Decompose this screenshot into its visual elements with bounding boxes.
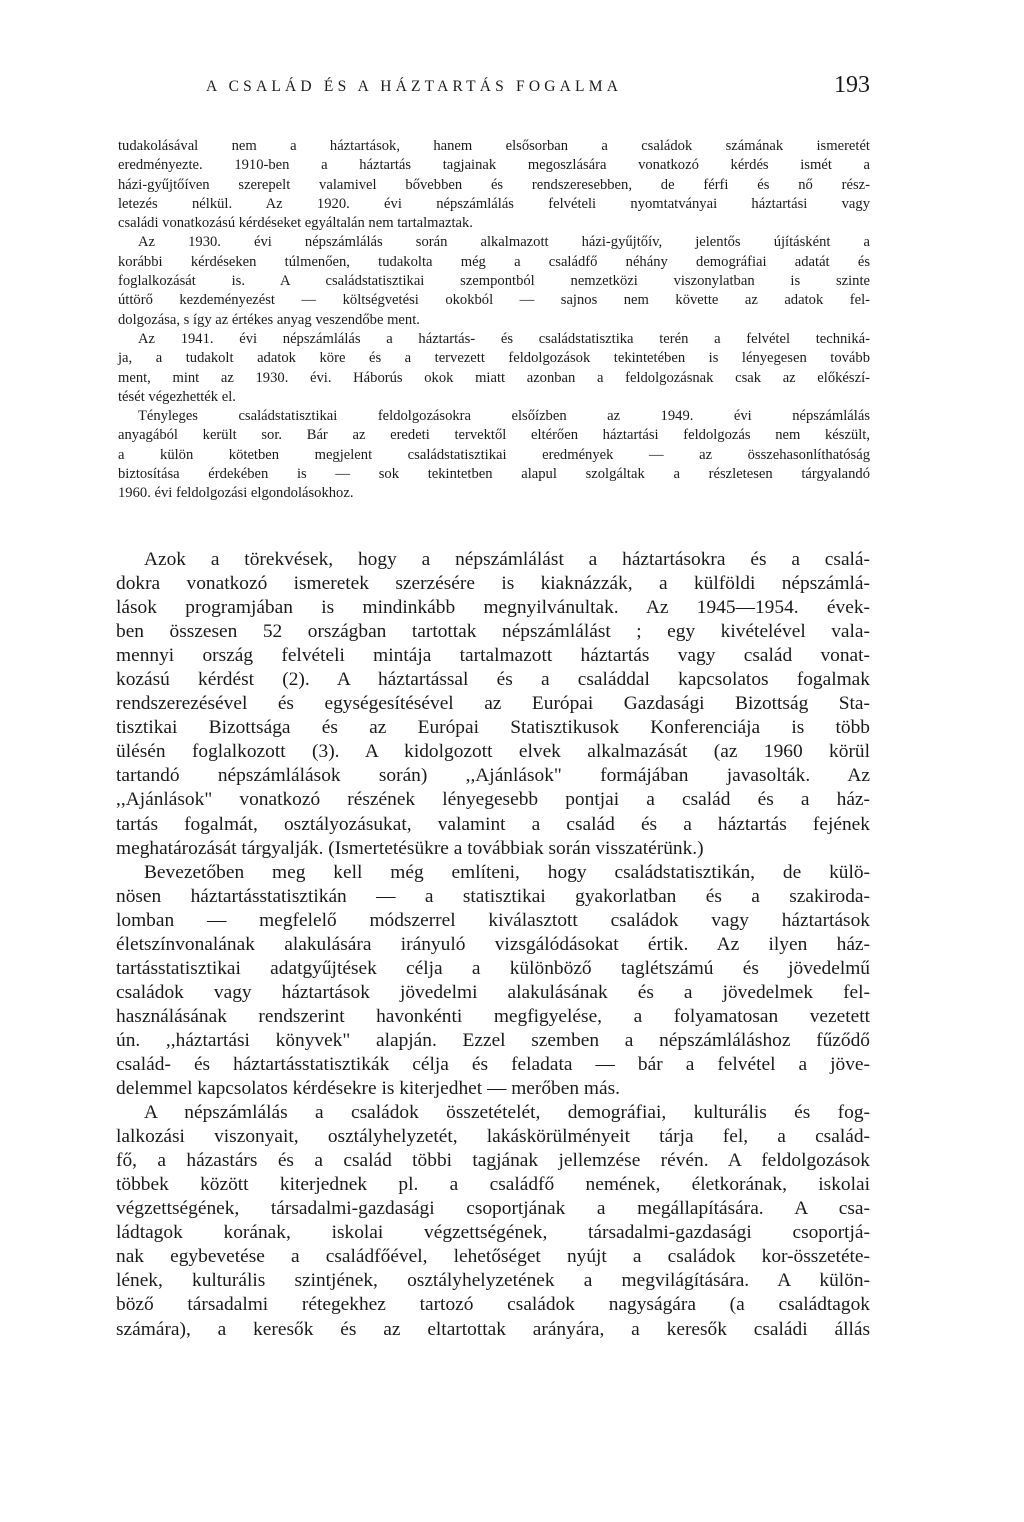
- small-text-line: családi vonatkozású kérdéseket egyáltalán nem tartalmaztak.: [118, 215, 473, 232]
- small-text-line: anyagából került sor. Bár az eredeti tervektől eltérően háztartási feldolgozás nem készült,: [118, 427, 870, 444]
- main-text-line: tartandó népszámlálások során) ,,Ajánlások" formájában javasolták. Az: [116, 765, 870, 787]
- small-text-line: Az 1930. évi népszámlálás során alkalmazott házi-gyűjtőív, jelentős újításként a: [138, 234, 870, 251]
- main-text-line: végzettségének, társadalmi-gazdasági csoportjának a megállapítására. A csa-: [116, 1198, 870, 1220]
- main-text-line: többek között kiterjednek pl. a családfő nemének, életkorának, iskolai: [116, 1174, 870, 1196]
- small-text-line: a külön kötetben megjelent családstatisztikai eredmények — az összehasonlíthatóság: [118, 446, 870, 463]
- small-text-line: korábbi kérdéseken túlmenően, tudakolta még a családfő néhány demográfiai adatát és: [118, 253, 870, 270]
- main-text-line: tisztikai Bizottsága és az Európai Statisztikusok Konferenciája is több: [116, 717, 870, 739]
- main-text-line: számára), a keresők és az eltartottak arányára, a keresők családi állás: [116, 1318, 870, 1340]
- main-text-line: fő, a házastárs és a család többi tagjának jellemzése révén. A feldolgozások: [116, 1150, 870, 1172]
- running-head: [206, 72, 870, 106]
- main-text-line: családok vagy háztartások jövedelmi alakulásának és a jövedelmek fel-: [116, 981, 870, 1003]
- small-text-line: letezés nélkül. Az 1920. évi népszámlálás felvételi nyomtatványai háztartási vagy: [118, 195, 870, 212]
- main-text-line: használásának rendszerint havonkénti megfigyelése, a folyamatosan vezetett: [116, 1005, 870, 1027]
- main-text-line: ülésén foglalkozott (3). A kidolgozott elvek alkalmazását (az 1960 körül: [116, 741, 870, 763]
- main-text-line: dokra vonatkozó ismeretek szerzésére is kiaknázzák, a külföldi népszámlá-: [116, 573, 870, 595]
- main-text-line: meghatározását tárgyalják. (Ismertetésükre a továbbiak során visszatérünk.): [116, 837, 704, 859]
- small-text-line: úttörő kezdeményezést — költségvetési okokból — sajnos nem követte az adatok fel-: [118, 292, 870, 309]
- main-text-line: életszínvonalának alakulására irányuló vizsgálódásokat értik. Az ilyen ház-: [116, 933, 870, 955]
- footnote-block: [118, 137, 870, 504]
- main-text-line: mennyi ország felvételi mintája tartalmazott háztartás vagy család vonat-: [116, 645, 870, 667]
- main-text-line: család- és háztartásstatisztikák célja és feladata — bár a felvétel a jöve-: [116, 1053, 870, 1075]
- small-text-line: Az 1941. évi népszámlálás a háztartás- és családstatisztika terén a felvétel techniká-: [138, 330, 870, 347]
- main-text-line: ún. ,,háztartási könyvek" alapján. Ezzel szemben a népszámláláshoz fűződő: [116, 1029, 870, 1051]
- small-text-line: házi-gyűjtőíven szerepelt valamivel bővebben és rendszeresebben, de férfi és nő rész-: [118, 176, 870, 193]
- small-text-line: eredményezte. 1910-ben a háztartás tagjainak megoszlására vonatkozó kérdés ismét a: [118, 157, 870, 174]
- small-text-line: ment, mint az 1930. évi. Háborús okok miatt azonban a feldolgozásnak csak az előkészí-: [118, 369, 870, 386]
- small-text-line: biztosítása érdekében is — sok tekintetben alapul szolgáltak a részletesen tárgyalandó: [118, 466, 870, 483]
- small-text-line: foglalkozását is. A családstatisztikai szempontból nemzetközi viszonylatban is szinte: [118, 273, 870, 290]
- main-text-line: nösen háztartásstatisztikán — a statisztikai gyakorlatban és a szakiroda-: [116, 885, 870, 907]
- small-text-line: ja, a tudakolt adatok köre és a tervezett feldolgozások tekintetében is lényegesen tovább: [118, 350, 870, 367]
- main-text-line: tartásstatisztikai adatgyűjtések célja a különböző taglétszámú és jövedelmű: [116, 957, 870, 979]
- running-title: A CSALÁD ÉS A HÁZTARTÁS FOGALMA: [206, 78, 623, 95]
- small-text-line: tését végezhették el.: [118, 388, 236, 405]
- main-text-line: delemmel kapcsolatos kérdésekre is kiterjedhet — merőben más.: [116, 1078, 620, 1100]
- main-text-line: nak egybevetése a családfőével, lehetőséget nyújt a családok kor-összetéte-: [116, 1246, 870, 1268]
- main-text-line: kozású kérdést (2). A háztartással és a családdal kapcsolatos fogalmak: [116, 669, 870, 691]
- main-text-line: ,,Ajánlások" vonatkozó részének lényegesebb pontjai a család és a ház-: [116, 789, 870, 811]
- main-text-line: Bevezetőben meg kell még említeni, hogy családstatisztikán, de külö-: [144, 861, 870, 883]
- main-text-line: lalkozási viszonyait, osztályhelyzetét, lakáskörülményeit tárja fel, a család-: [116, 1126, 870, 1148]
- main-text-block: [116, 548, 870, 1342]
- main-text-line: tartás fogalmát, osztályozásukat, valamint a család és a háztartás fejének: [116, 813, 870, 835]
- main-text-line: rendszerezésével és egységesítésével az Európai Gazdasági Bizottság Sta-: [116, 693, 870, 715]
- main-text-line: ládtagok korának, iskolai végzettségének, társadalmi-gazdasági csoportjá-: [116, 1222, 870, 1244]
- small-text-line: dolgozása, s így az értékes anyag veszendőbe ment.: [118, 311, 420, 328]
- small-text-line: 1960. évi feldolgozási elgondolásokhoz.: [118, 485, 354, 502]
- small-text-line: Tényleges családstatisztikai feldolgozásokra elsőízben az 1949. évi népszámlálás: [138, 408, 870, 425]
- main-text-line: lások programjában is mindinkább megnyilvánultak. Az 1945—1954. évek-: [116, 597, 870, 619]
- main-text-line: lomban — megfelelő módszerrel kiválasztott családok vagy háztartások: [116, 909, 870, 931]
- main-text-line: Azok a törekvések, hogy a népszámlálást a háztartásokra és a csalá-: [144, 549, 870, 570]
- small-text-line: tudakolásával nem a háztartások, hanem elsősorban a családok számának ismeretét: [118, 138, 870, 154]
- main-text-line: böző társadalmi rétegekhez tartozó családok nagyságára (a családtagok: [116, 1294, 870, 1316]
- main-text-line: A népszámlálás a családok összetételét, demográfiai, kulturális és fog-: [144, 1102, 870, 1124]
- main-text-line: ben összesen 52 országban tartottak népszámlálást ; egy kivételével vala-: [116, 621, 870, 643]
- main-text-line: lének, kulturális szintjének, osztályhelyzetének a megvilágítására. A külön-: [116, 1270, 870, 1292]
- page-number: 193: [834, 72, 870, 98]
